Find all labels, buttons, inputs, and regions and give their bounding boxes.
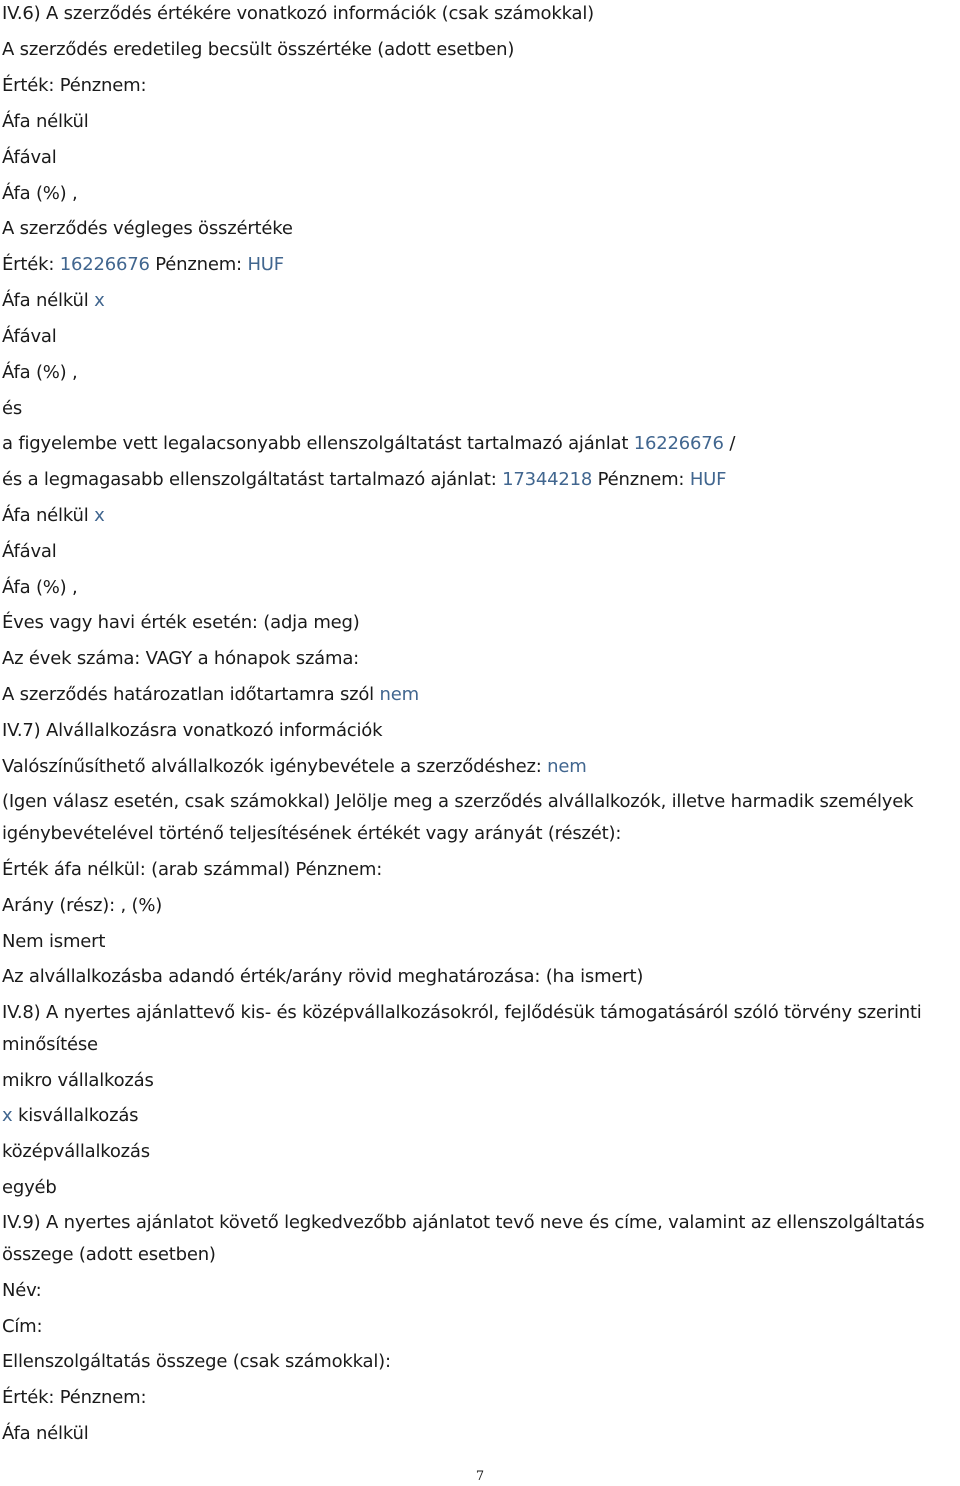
sme-option-small bbox=[2, 1104, 138, 1128]
original-no-vat: Áfa nélkül bbox=[2, 111, 89, 132]
subcontract-unknown: Nem ismert bbox=[2, 931, 106, 952]
final-no-vat-mark: x bbox=[94, 290, 105, 311]
range-no-vat-label: Áfa nélkül bbox=[2, 505, 89, 526]
final-total-title: A szerződés végleges összértéke bbox=[2, 218, 293, 239]
and-label: és bbox=[2, 398, 23, 419]
subcontract-short-description: Az alvállalkozásba adandó érték/arány rövid meghatározása: (ha ismert) bbox=[2, 966, 644, 987]
section-heading-iv6: IV.6) A szerződés értékére vonatkozó információk (csak számokkal) bbox=[2, 3, 594, 24]
sme-option-label: kisvállalkozás bbox=[17, 1105, 139, 1126]
sme-option-other bbox=[2, 1176, 57, 1200]
section-heading-iv7: IV.7) Alvállalkozásra vonatkozó információk bbox=[2, 720, 383, 741]
lowest-offer-row bbox=[2, 432, 735, 456]
sme-option-micro bbox=[2, 1069, 154, 1093]
highest-offer-label: és a legmagasabb ellenszolgáltatást tartalmazó ajánlat: bbox=[2, 469, 497, 490]
subcontract-value-row: Érték áfa nélkül: (arab számmal) Pénznem: bbox=[2, 859, 383, 880]
original-vat-percent: Áfa (%) , bbox=[2, 183, 78, 204]
annual-monthly-label: Éves vagy havi érték esetén: (adja meg) bbox=[2, 612, 360, 633]
subcontractor-label: Valószínűsíthető alvállalkozók igénybevétele a szerződéshez: bbox=[2, 756, 542, 777]
runner-up-name-label: Név: bbox=[2, 1280, 42, 1301]
page-number: 7 bbox=[475, 1469, 485, 1484]
runner-up-value-row: Érték: Pénznem: bbox=[2, 1387, 147, 1408]
subcontractor-value: nem bbox=[547, 756, 587, 777]
range-with-vat: Áfával bbox=[2, 541, 57, 562]
section-heading-iv8: IV.8) A nyertes ajánlattevő kis- és középvállalkozásokról, fejlődésük támogatásáról szóló törvény szerinti minősítése bbox=[2, 1002, 922, 1055]
subcontract-ratio-row: Arány (rész): , (%) bbox=[2, 895, 163, 916]
final-currency-label: Pénznem: bbox=[155, 254, 242, 275]
highest-offer-row bbox=[2, 468, 726, 492]
lowest-offer-label: a figyelembe vett legalacsonyabb ellenszolgáltatást tartalmazó ajánlat bbox=[2, 433, 629, 454]
final-value-row bbox=[2, 253, 284, 277]
final-with-vat: Áfával bbox=[2, 326, 57, 347]
sme-option-label: középvállalkozás bbox=[2, 1141, 150, 1162]
original-total-title: A szerződés eredetileg becsült összértéke (adott esetben) bbox=[2, 39, 515, 60]
range-no-vat-mark: x bbox=[94, 505, 105, 526]
sme-option-label: mikro vállalkozás bbox=[2, 1070, 154, 1091]
sme-option-mark: x bbox=[2, 1105, 13, 1126]
highest-currency-label: Pénznem: bbox=[597, 469, 685, 490]
section-heading-iv9: IV.9) A nyertes ajánlatot követő legkedvezőbb ajánlatot tevő neve és címe, valamint az ellenszolgáltatás összege (adott esetben) bbox=[2, 1212, 925, 1265]
final-value: 16226676 bbox=[59, 254, 150, 275]
runner-up-amount-label: Ellenszolgáltatás összege (csak számokkal): bbox=[2, 1351, 391, 1372]
indefinite-duration-label: A szerződés határozatlan időtartamra szól bbox=[2, 684, 374, 705]
lowest-offer-separator: / bbox=[729, 433, 736, 454]
lowest-offer-value: 16226676 bbox=[633, 433, 724, 454]
final-vat-percent: Áfa (%) , bbox=[2, 362, 78, 383]
years-months-label: Az évek száma: VAGY a hónapok száma: bbox=[2, 648, 360, 669]
range-vat-percent: Áfa (%) , bbox=[2, 577, 78, 598]
final-no-vat-row bbox=[2, 289, 105, 313]
final-no-vat-label: Áfa nélkül bbox=[2, 290, 89, 311]
subcontractor-row bbox=[2, 755, 587, 779]
original-with-vat: Áfával bbox=[2, 147, 57, 168]
indefinite-duration-row bbox=[2, 683, 419, 707]
range-no-vat-row bbox=[2, 504, 105, 528]
sme-option-label: egyéb bbox=[2, 1177, 57, 1198]
highest-currency: HUF bbox=[689, 469, 727, 490]
highest-offer-value: 17344218 bbox=[502, 469, 593, 490]
runner-up-address-label: Cím: bbox=[2, 1316, 43, 1337]
sme-option-medium bbox=[2, 1140, 150, 1164]
indefinite-duration-value: nem bbox=[379, 684, 419, 705]
runner-up-no-vat: Áfa nélkül bbox=[2, 1423, 89, 1444]
final-value-label: Érték: bbox=[2, 254, 55, 275]
original-value-row: Érték: Pénznem: bbox=[2, 75, 147, 96]
final-currency: HUF bbox=[247, 254, 284, 275]
subcontract-yes-instructions: (Igen válasz esetén, csak számokkal) Jelölje meg a szerződés alvállalkozók, illetve harmadik személyek igénybevételével történő teljesítésének értékét vagy arányát (részét): bbox=[2, 791, 914, 844]
